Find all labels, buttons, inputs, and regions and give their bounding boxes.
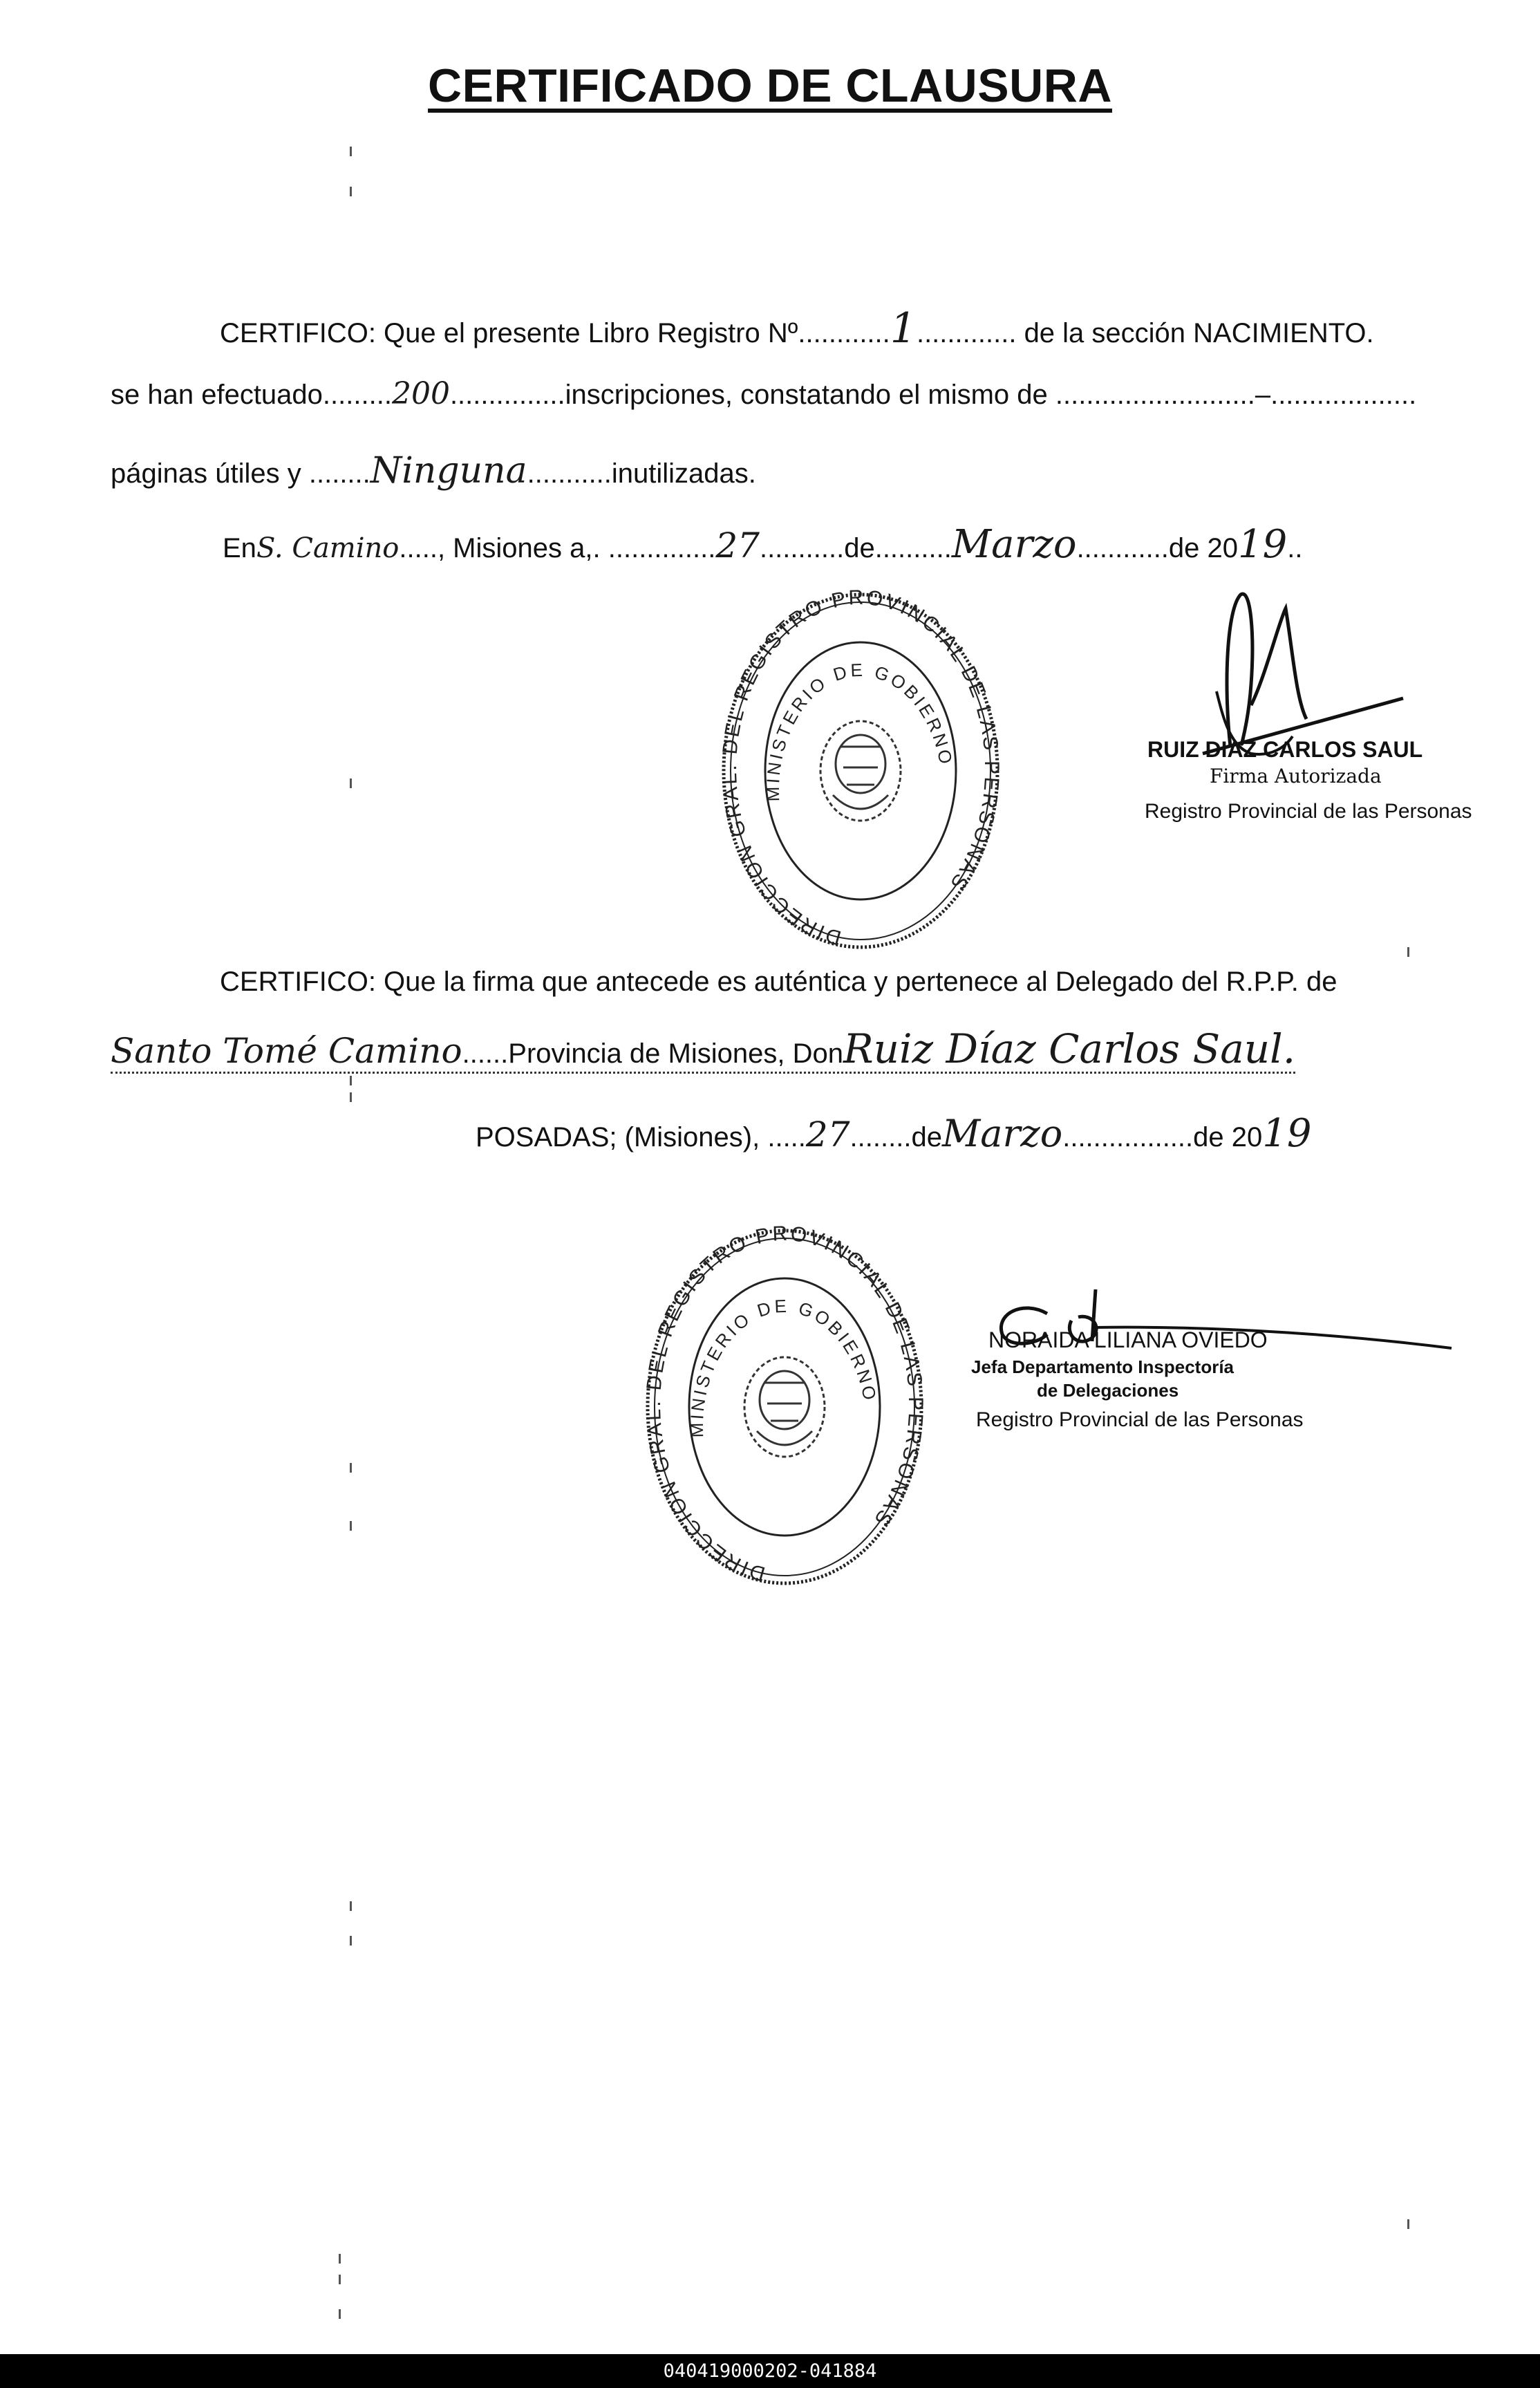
handwritten-day-2: 27 bbox=[805, 1114, 850, 1155]
signer-2-org: Registro Provincial de las Personas bbox=[976, 1408, 1304, 1431]
scan-mark bbox=[350, 1463, 352, 1473]
handwritten-inscriptions-count: 200 bbox=[391, 376, 450, 411]
dotted-fill: .......... bbox=[874, 533, 952, 563]
scan-mark bbox=[350, 1521, 352, 1531]
seal-2-inner-text-content: MINISTERIO DE GOBIERNO bbox=[686, 1295, 881, 1438]
static-text: En bbox=[223, 533, 256, 563]
dotted-fill: .. bbox=[1287, 533, 1303, 563]
signer-2-name: NORAIDA LILIANA OVIEDO bbox=[988, 1327, 1268, 1352]
signer-1-name: RUIZ DIAZ CARLOS SAUL bbox=[1147, 737, 1423, 762]
static-text: inutilizadas. bbox=[611, 458, 756, 489]
scan-mark bbox=[339, 2309, 341, 2319]
static-text: de bbox=[911, 1122, 942, 1153]
dotted-fill: ........ bbox=[849, 1122, 912, 1153]
certification-line-1 bbox=[220, 304, 1374, 353]
handwritten-voided-pages: Ninguna bbox=[370, 450, 527, 492]
dotted-fill: ..... bbox=[767, 1122, 806, 1153]
static-text: , Misiones a,. bbox=[437, 533, 601, 563]
dotted-fill: ......... bbox=[322, 380, 392, 410]
coat-of-arms-icon bbox=[820, 721, 901, 821]
scan-mark bbox=[339, 2254, 341, 2264]
handwritten-year-2: 19 bbox=[1262, 1111, 1312, 1156]
certification-2-line-2 bbox=[111, 1025, 1296, 1074]
dotted-fill: ............... bbox=[449, 380, 565, 410]
signer-2-role: Jefa Departamento Inspectoría bbox=[971, 1356, 1234, 1377]
static-text: POSADAS; (Misiones), bbox=[476, 1122, 760, 1153]
static-text: se han efectuado bbox=[111, 380, 323, 410]
handwritten-book-number: 1 bbox=[890, 304, 917, 353]
static-text: de la sección NACIMIENTO. bbox=[1024, 318, 1374, 348]
dotted-fill: ............ bbox=[1076, 533, 1169, 563]
scan-mark bbox=[350, 187, 352, 196]
certification-2-line-3 bbox=[476, 1111, 1312, 1156]
scan-mark bbox=[1407, 2219, 1409, 2229]
coat-of-arms-icon bbox=[744, 1357, 825, 1457]
signer-1-org: Registro Provincial de las Personas bbox=[1145, 800, 1472, 823]
certification-line-2 bbox=[111, 376, 1417, 411]
official-seal-stamp bbox=[715, 588, 1006, 954]
dotted-fill: ............. bbox=[916, 318, 1017, 348]
dotted-fill: ........... bbox=[527, 458, 612, 489]
static-text: de bbox=[844, 533, 875, 563]
handwritten-delegation-place: Santo Tomé Camino bbox=[111, 1031, 462, 1071]
static-text: Provincia de Misiones, Don bbox=[508, 1038, 843, 1069]
scan-mark bbox=[350, 1901, 352, 1911]
certification-2-line-1: CERTIFICO: Que la firma que antecede es auténtica y pertenece al Delegado del R.P.P. de bbox=[220, 967, 1337, 997]
scan-mark bbox=[339, 2275, 341, 2284]
seal-outer-text-content: DIRECCION GRAL. DEL REGISTRO PROVINCIAL DE LAS PERSONAS bbox=[717, 588, 1004, 949]
static-text: de 20 bbox=[1193, 1122, 1263, 1153]
dotted-fill: .............. bbox=[608, 533, 716, 563]
dotted-fill: ............ bbox=[798, 318, 890, 348]
handwritten-place: S. Camino bbox=[256, 532, 400, 564]
scan-mark bbox=[350, 778, 352, 788]
handwritten-delegate-name: Ruiz Díaz Carlos Saul. bbox=[843, 1025, 1296, 1072]
dotted-fill: ........... bbox=[759, 533, 845, 563]
dotted-fill: ........ bbox=[308, 458, 370, 489]
document-barcode-id: 040419000202-041884 bbox=[0, 2354, 1540, 2388]
dotted-fill: ................. bbox=[1062, 1122, 1194, 1153]
document-title: CERTIFICADO DE CLAUSURA bbox=[428, 59, 1112, 112]
static-text: CERTIFICO: Que el presente Libro Registro Nº bbox=[220, 318, 798, 348]
seal-2-outer-text-content: DIRECCION GRAL. DEL REGISTRO PROVINCIAL DE LAS PERSONAS bbox=[641, 1224, 928, 1585]
dotted-fill: ..... bbox=[399, 533, 438, 563]
scan-mark bbox=[350, 147, 352, 156]
scan-mark bbox=[350, 1076, 352, 1085]
scan-mark bbox=[350, 1936, 352, 1946]
seal-inner-text-content: MINISTERIO DE GOBIERNO bbox=[762, 659, 957, 802]
static-text: inscripciones, constatando el mismo de bbox=[565, 380, 1048, 410]
static-text: de 20 bbox=[1168, 533, 1239, 563]
official-seal-stamp-2 bbox=[639, 1224, 930, 1590]
dotted-fill: ..........................–................... bbox=[1055, 380, 1417, 410]
handwritten-month-2: Marzo bbox=[941, 1112, 1063, 1155]
handwritten-day: 27 bbox=[715, 525, 760, 566]
certification-line-3 bbox=[111, 450, 756, 492]
scan-mark bbox=[350, 1092, 352, 1102]
handwritten-month: Marzo bbox=[951, 522, 1077, 567]
scan-mark bbox=[1407, 947, 1409, 957]
dotted-fill: ...... bbox=[462, 1038, 509, 1069]
handwritten-year: 19 bbox=[1238, 522, 1288, 567]
signer-1-role: Firma Autorizada bbox=[1210, 765, 1382, 787]
signer-2-role-2: de Delegaciones bbox=[1037, 1380, 1179, 1401]
static-text: páginas útiles y bbox=[111, 458, 301, 489]
certification-line-4 bbox=[223, 522, 1303, 567]
